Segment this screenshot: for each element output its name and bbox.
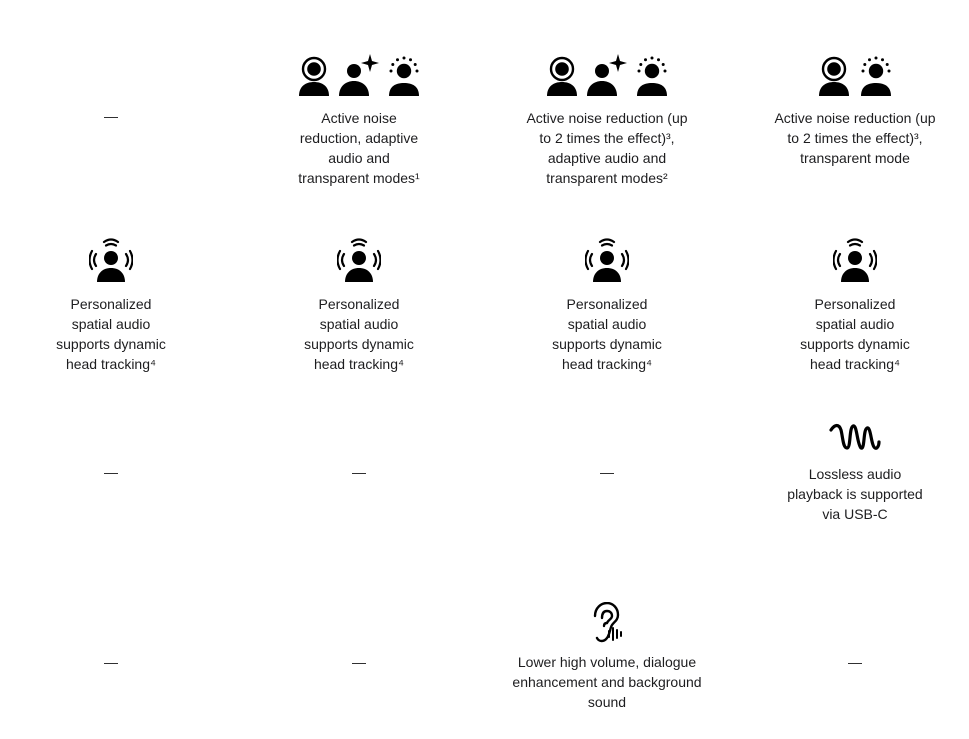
feature-cell-lossless-col-3 — [502, 462, 712, 482]
not-available-dash: — — [104, 108, 118, 124]
icon-group — [89, 236, 133, 282]
feature-label: Active noise reduction (up to 2 times the effect)³, adaptive audio and transparent modes² — [526, 110, 688, 186]
feature-label: Lossless audio playback is supported via USB-C — [787, 466, 923, 522]
icon-group — [833, 236, 877, 282]
feature-cell-hearing-col-1 — [6, 652, 216, 672]
noise-cancellation-icon — [545, 56, 579, 96]
not-available-dash: — — [104, 464, 118, 480]
feature-cell-spatial-col-2 — [254, 236, 464, 374]
icon-group — [585, 236, 629, 282]
hearing-health-icon — [590, 602, 624, 644]
feature-label: Active noise reduction (up to 2 times the effect)³, transparent mode — [774, 110, 936, 166]
lossless-audio-icon — [829, 422, 881, 452]
spatial-audio-icon — [833, 236, 877, 282]
feature-cell-lossless-col-2 — [254, 462, 464, 482]
feature-cell-hearing-col-3 — [502, 602, 712, 712]
not-available-dash: — — [600, 464, 614, 480]
adaptive-audio-icon — [339, 54, 379, 96]
feature-cell-noise-col-4 — [750, 50, 960, 168]
transparency-icon — [635, 56, 669, 96]
not-available-dash: — — [104, 654, 118, 670]
feature-label: Personalized spatial audio supports dynamic head tracking⁴ — [800, 296, 910, 372]
icon-group — [337, 236, 381, 282]
adaptive-audio-icon — [587, 54, 627, 96]
not-available-dash: — — [848, 654, 862, 670]
not-available-dash: — — [352, 654, 366, 670]
feature-cell-noise-col-3 — [502, 50, 712, 188]
icon-group — [297, 50, 421, 96]
feature-cell-hearing-col-4 — [750, 652, 960, 672]
feature-label: Personalized spatial audio supports dynamic head tracking⁴ — [552, 296, 662, 372]
feature-label: Personalized spatial audio supports dynamic head tracking⁴ — [56, 296, 166, 372]
spatial-audio-icon — [337, 236, 381, 282]
noise-cancellation-icon — [817, 56, 851, 96]
icon-group — [817, 50, 893, 96]
icon-group — [590, 602, 624, 644]
transparency-icon — [859, 56, 893, 96]
icon-group — [545, 50, 669, 96]
feature-label: Active noise reduction, adaptive audio and transparent modes¹ — [298, 110, 420, 186]
feature-cell-hearing-col-2 — [254, 652, 464, 672]
feature-cell-spatial-col-3 — [502, 236, 712, 374]
spatial-audio-icon — [585, 236, 629, 282]
feature-cell-lossless-col-1 — [6, 462, 216, 482]
feature-label: Personalized spatial audio supports dynamic head tracking⁴ — [304, 296, 414, 372]
feature-cell-lossless-col-4 — [750, 416, 960, 524]
feature-cell-noise-col-2 — [254, 50, 464, 188]
feature-cell-spatial-col-4 — [750, 236, 960, 374]
not-available-dash: — — [352, 464, 366, 480]
noise-cancellation-icon — [297, 56, 331, 96]
feature-cell-spatial-col-1 — [6, 236, 216, 374]
feature-cell-noise-col-1 — [6, 106, 216, 126]
feature-label: Lower high volume, dialogue enhancement and background sound — [512, 654, 702, 710]
spatial-audio-icon — [89, 236, 133, 282]
transparency-icon — [387, 56, 421, 96]
icon-group — [829, 416, 881, 452]
